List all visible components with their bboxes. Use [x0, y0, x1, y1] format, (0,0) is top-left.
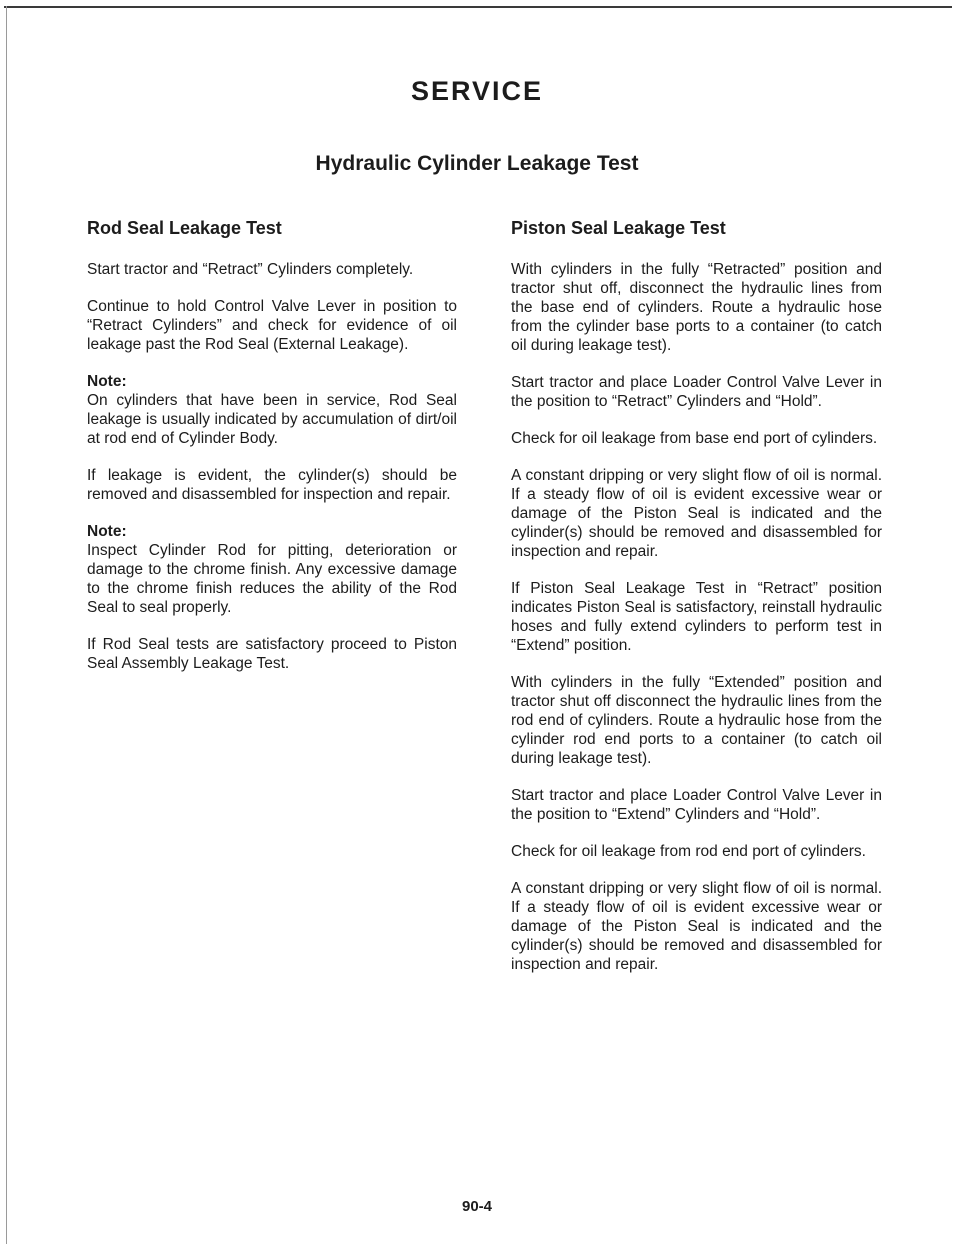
rod-seal-step-1: Start tractor and “Retract” Cylinders completely.: [87, 261, 414, 278]
piston-seal-column: [511, 216, 882, 992]
piston-seal-step-5: If Piston Seal Leakage Test in “Retract” position indicates Piston Seal is satisfactory, reinstall hydraulic hoses and fully extend cylinders to perform test in “Extend” position.: [511, 580, 882, 654]
page-title: Hydraulic Cylinder Leakage Test: [315, 152, 639, 175]
piston-seal-heading: Piston Seal Leakage Test: [511, 218, 726, 238]
piston-seal-step-6: With cylinders in the fully “Extended” position and tractor shut off disconnect the hydraulic lines from the rod end of cylinders. Route a hydraulic hose from the cylinder rod end ports to a container (to catch oil during leakage test).: [511, 674, 882, 767]
piston-seal-step-4: A constant dripping or very slight flow of oil is normal. If a steady flow of oil is evident excessive wear or damage of the Piston Seal is indicated and the cylinder(s) should be removed and disassembled for inspection and repair.: [511, 467, 882, 560]
page-border-top: [4, 6, 952, 8]
rod-seal-note-1: [87, 372, 457, 448]
piston-seal-step-2: Start tractor and place Loader Control Valve Lever in the position to “Retract” Cylinders and “Hold”.: [511, 374, 882, 410]
section-heading: SERVICE: [410, 76, 544, 106]
rod-seal-heading: Rod Seal Leakage Test: [87, 218, 282, 238]
note-text: Inspect Cylinder Rod for pitting, deterioration or damage to the chrome finish. Any excessive damage to the chrome finish reduces the ability of the Rod Seal to seal properly.: [87, 542, 457, 616]
rod-seal-step-3: If leakage is evident, the cylinder(s) should be removed and disassembled for inspection and repair.: [87, 467, 457, 503]
note-label: Note:: [87, 523, 127, 540]
rod-seal-step-2: Continue to hold Control Valve Lever in position to “Retract Cylinders” and check for evidence of oil leakage past the Rod Seal (External Leakage).: [87, 298, 457, 353]
page-border-left: [6, 6, 7, 1244]
rod-seal-step-4: If Rod Seal tests are satisfactory proceed to Piston Seal Assembly Leakage Test.: [87, 636, 457, 672]
page-number: 90-4: [461, 1198, 493, 1215]
piston-seal-step-8: Check for oil leakage from rod end port of cylinders.: [511, 843, 866, 860]
piston-seal-step-3: Check for oil leakage from base end port of cylinders.: [511, 430, 878, 447]
piston-seal-step-1: With cylinders in the fully “Retracted” position and tractor shut off, disconnect the hydraulic lines from the base end of cylinders. Route a hydraulic hose from the cylinder base ports to a container (to catch oil during leakage test).: [511, 261, 882, 354]
note-text: On cylinders that have been in service, Rod Seal leakage is usually indicated by accumulation of dirt/oil at rod end of Cylinder Body.: [87, 392, 457, 447]
piston-seal-step-9: A constant dripping or very slight flow of oil is normal. If a steady flow of oil is evident excessive wear or damage of the Piston Seal is indicated and the cylinder(s) should be removed and disassembled for inspection and repair.: [511, 880, 882, 973]
rod-seal-note-2: [87, 522, 457, 617]
rod-seal-column: [87, 216, 457, 691]
piston-seal-step-7: Start tractor and place Loader Control Valve Lever in the position to “Extend” Cylinders and “Hold”.: [511, 787, 882, 823]
note-label: Note:: [87, 373, 127, 390]
